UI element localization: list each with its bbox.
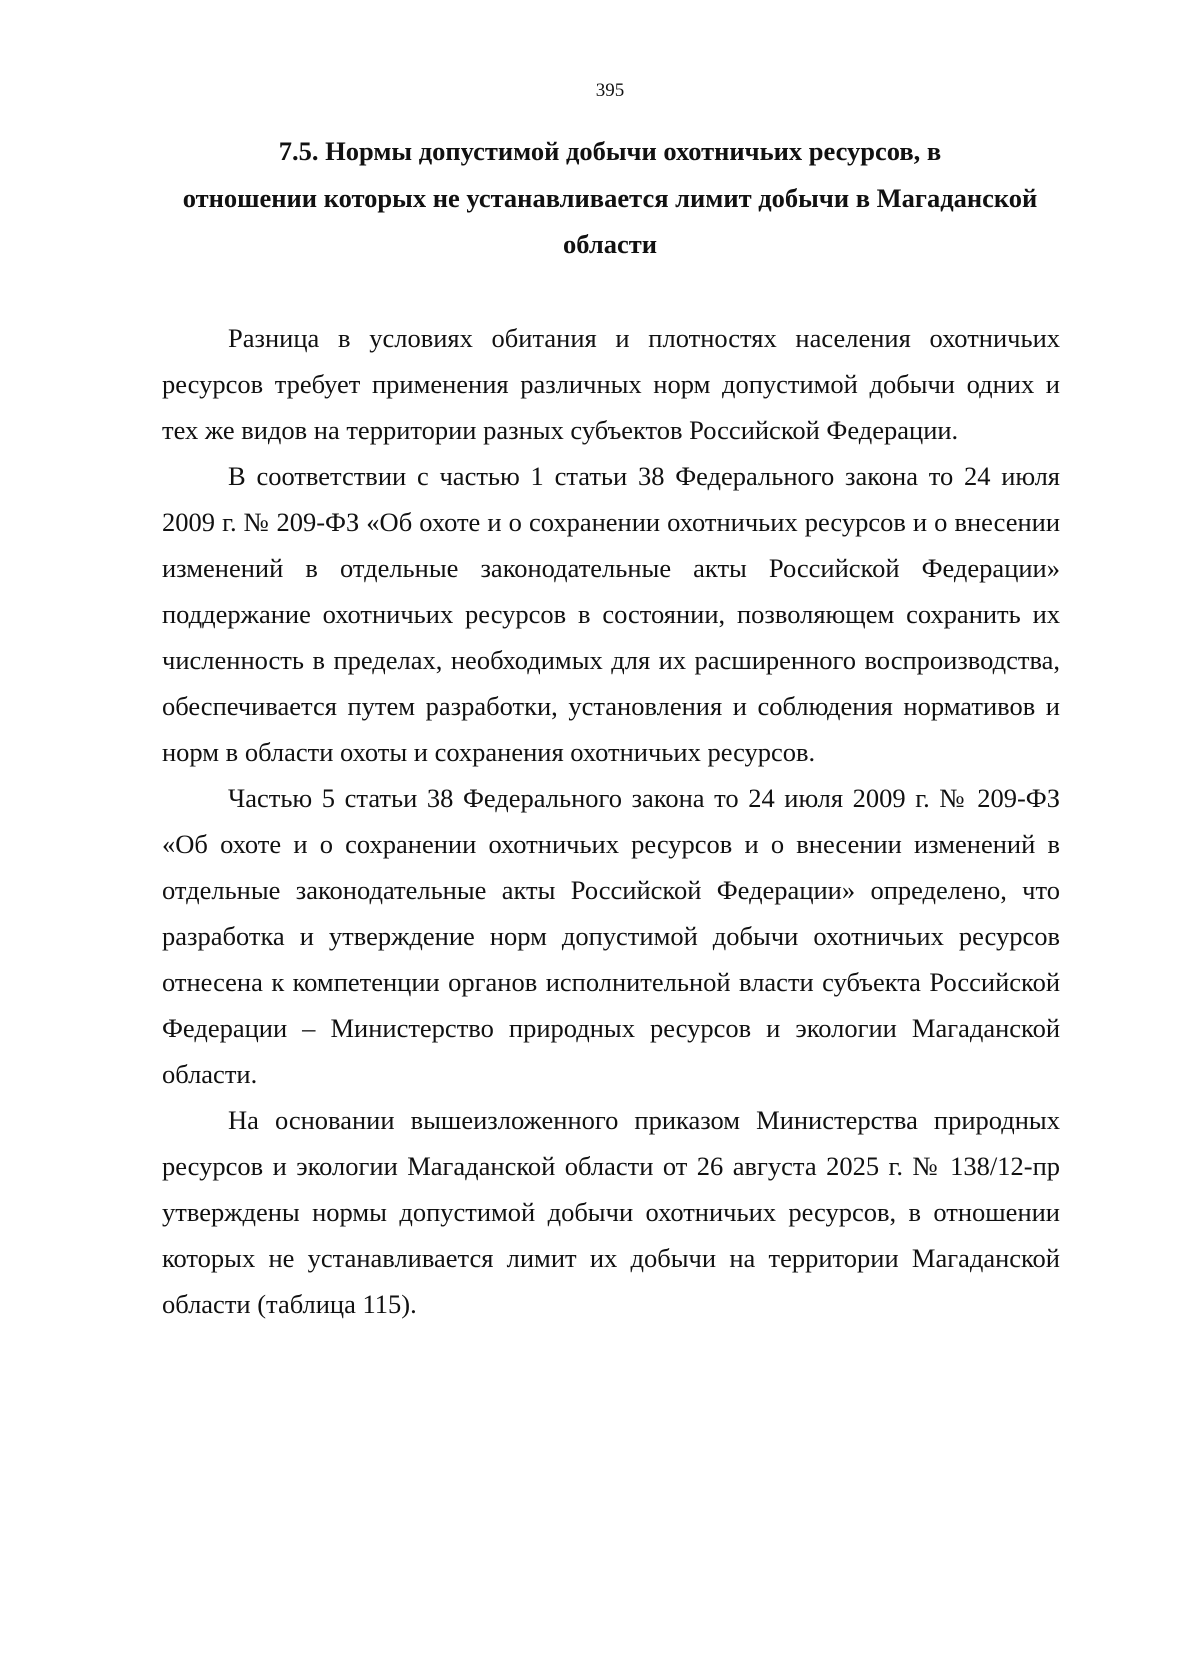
paragraph-ministry-order: На основании вышеизложенного приказом Министерства природных ресурсов и экологии Магаданской области от 26 августа 2025 г. № 138/12-пр утверждены нормы допустимой добычи охотничьих ресурсов, в отношении которых не устанавливается лимит их добычи на территории Магаданской области (таблица 115). [162,1105,1060,1319]
section-heading-line-3: области [562,229,657,259]
section-heading-line-2: отношении которых не устанавливается лимит добычи в Магаданской [182,182,1038,213]
section-heading-line-1: 7.5. Нормы допустимой добычи охотничьих ресурсов, в [278,136,942,166]
paragraph-federal-law-part-5: Частью 5 статьи 38 Федерального закона то 24 июля 2009 г. № 209-ФЗ «Об охоте и о сохранении охотничьих ресурсов и о внесении изменений в отдельные законодательные акты Российской Федерации» определено, что разработка и утверждение норм допустимой добычи охотничьих ресурсов отнесена к компетенции органов исполнительной власти субъекта Российской Федерации – Министерство природных ресурсов и экологии Магаданской области. [162,783,1060,1089]
section-heading [160,128,1060,268]
paragraph-federal-law-part-1: В соответствии с частью 1 статьи 38 Федерального закона то 24 июля 2009 г. № 209-ФЗ «Об охоте и о сохранении охотничьих ресурсов и о внесении изменений в отдельные законодательные акты Российской Федерации» поддержание охотничьих ресурсов в состоянии, позволяющем сохранить их численность в пределах, необходимых для их расширенного воспроизводства, обеспечивается путем разработки, установления и соблюдения нормативов и норм в области охоты и сохранения охотничьих ресурсов. [162,461,1060,767]
page-number: 395 [595,80,625,101]
paragraph-habitat-differences: Разница в условиях обитания и плотностях населения охотничьих ресурсов требует применения различных норм допустимой добычи одних и тех же видов на территории разных субъектов Российской Федерации. [162,323,1060,445]
body-text [162,315,1060,1327]
